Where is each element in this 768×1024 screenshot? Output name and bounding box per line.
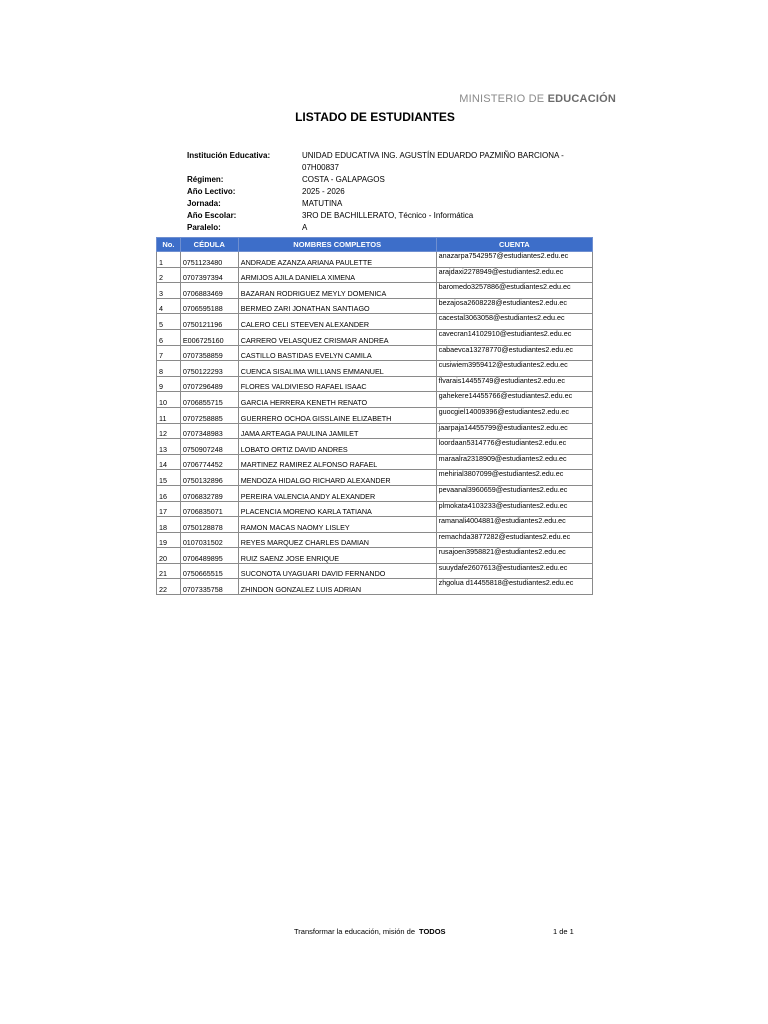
cell-cedula: 0750907248 bbox=[180, 439, 238, 455]
info-label: Institución Educativa: bbox=[187, 151, 271, 160]
cell-name: PLACENCIA MORENO KARLA TATIANA bbox=[238, 501, 436, 517]
table-row bbox=[157, 439, 593, 455]
table-row bbox=[157, 376, 593, 392]
footer-slogan bbox=[294, 927, 446, 936]
cell-no: 1 bbox=[157, 252, 181, 268]
cell-cedula: 0706835071 bbox=[180, 501, 238, 517]
cell-cedula: 0706595188 bbox=[180, 298, 238, 314]
info-value: COSTA - GALAPAGOS bbox=[302, 175, 385, 184]
column-header-cedula: CÉDULA bbox=[180, 238, 238, 252]
cell-account: maraalra2318909@estudiantes2.edu.ec bbox=[436, 454, 592, 470]
cell-name: CARRERO VELASQUEZ CRISMAR ANDREA bbox=[238, 329, 436, 345]
cell-no: 12 bbox=[157, 423, 181, 439]
cell-no: 9 bbox=[157, 376, 181, 392]
table-row bbox=[157, 470, 593, 486]
cell-cedula: 0750132896 bbox=[180, 470, 238, 486]
table-row bbox=[157, 283, 593, 299]
table-row bbox=[157, 485, 593, 501]
cell-name: RAMON MACAS NAOMY LISLEY bbox=[238, 517, 436, 533]
cell-no: 13 bbox=[157, 439, 181, 455]
info-row bbox=[187, 174, 602, 186]
cell-name: JAMA ARTEAGA PAULINA JAMILET bbox=[238, 423, 436, 439]
cell-no: 7 bbox=[157, 345, 181, 361]
page-number: 1 de 1 bbox=[553, 927, 574, 936]
cell-no: 16 bbox=[157, 485, 181, 501]
column-header-names: NOMBRES COMPLETOS bbox=[238, 238, 436, 252]
cell-account: guocgiel14009396@estudiantes2.edu.ec bbox=[436, 407, 592, 423]
cell-name: PEREIRA VALENCIA ANDY ALEXANDER bbox=[238, 485, 436, 501]
info-label: Año Lectivo: bbox=[187, 187, 236, 196]
ministry-label: MINISTERIO DE bbox=[459, 93, 548, 105]
cell-name: GARCIA HERRERA KENETH RENATO bbox=[238, 392, 436, 408]
table-row bbox=[157, 501, 593, 517]
cell-cedula: 0706855715 bbox=[180, 392, 238, 408]
info-row bbox=[187, 198, 602, 210]
cell-name: FLORES VALDIVIESO RAFAEL ISAAC bbox=[238, 376, 436, 392]
cell-no: 19 bbox=[157, 532, 181, 548]
info-value: 3RO DE BACHILLERATO, Técnico - Informática bbox=[302, 211, 474, 220]
cell-cedula: 0706883469 bbox=[180, 283, 238, 299]
table-row bbox=[157, 267, 593, 283]
table-row bbox=[157, 252, 593, 268]
cell-account: ramanali4004881@estudiantes2.edu.ec bbox=[436, 517, 592, 533]
table-header-row bbox=[157, 238, 593, 252]
info-row bbox=[187, 210, 602, 222]
table-row bbox=[157, 392, 593, 408]
cell-account: baromedo3257886@estudiantes2.edu.ec bbox=[436, 283, 592, 299]
cell-account: cavecran14102910@estudiantes2.edu.ec bbox=[436, 329, 592, 345]
cell-account: remachda3877282@estudiantes2.edu.ec bbox=[436, 532, 592, 548]
cell-cedula: 0706489895 bbox=[180, 548, 238, 564]
footer-slogan-strong: TODOS bbox=[419, 927, 446, 936]
cell-cedula: E006725160 bbox=[180, 329, 238, 345]
cell-account: anazarpa7542957@estudiantes2.edu.ec bbox=[436, 252, 592, 268]
info-row bbox=[187, 222, 602, 234]
table-body bbox=[157, 252, 593, 595]
cell-account: flvarais14455749@estudiantes2.edu.ec bbox=[436, 376, 592, 392]
cell-cedula: 0750121196 bbox=[180, 314, 238, 330]
cell-no: 15 bbox=[157, 470, 181, 486]
cell-account: cacestal3063058@estudiantes2.edu.ec bbox=[436, 314, 592, 330]
cell-name: CASTILLO BASTIDAS EVELYN CAMILA bbox=[238, 345, 436, 361]
cell-account: cusiwiem3959412@estudiantes2.edu.ec bbox=[436, 361, 592, 377]
info-value: A bbox=[302, 223, 308, 232]
cell-cedula: 0707296489 bbox=[180, 376, 238, 392]
cell-no: 21 bbox=[157, 563, 181, 579]
cell-name: SUCONOTA UYAGUARI DAVID FERNANDO bbox=[238, 563, 436, 579]
column-header-no: No. bbox=[157, 238, 181, 252]
cell-name: RUIZ SAENZ JOSE ENRIQUE bbox=[238, 548, 436, 564]
table-row bbox=[157, 532, 593, 548]
page-title: LISTADO DE ESTUDIANTES bbox=[295, 110, 455, 124]
table-row bbox=[157, 548, 593, 564]
cell-account: gahekere14455766@estudiantes2.edu.ec bbox=[436, 392, 592, 408]
cell-name: MENDOZA HIDALGO RICHARD ALEXANDER bbox=[238, 470, 436, 486]
cell-cedula: 0707348983 bbox=[180, 423, 238, 439]
institution-info bbox=[187, 150, 602, 234]
cell-account: suuydafe2607613@estudiantes2.edu.ec bbox=[436, 563, 592, 579]
cell-name: BAZARAN RODRIGUEZ MEYLY DOMENICA bbox=[238, 283, 436, 299]
cell-no: 18 bbox=[157, 517, 181, 533]
table-row bbox=[157, 563, 593, 579]
table-row bbox=[157, 361, 593, 377]
cell-no: 14 bbox=[157, 454, 181, 470]
cell-name: ARMIJOS AJILA DANIELA XIMENA bbox=[238, 267, 436, 283]
ministry-label-bold: EDUCACIÓN bbox=[547, 93, 616, 105]
cell-name: GUERRERO OCHOA GISSLAINE ELIZABETH bbox=[238, 407, 436, 423]
cell-name: CALERO CELI STEEVEN ALEXANDER bbox=[238, 314, 436, 330]
cell-cedula: 0706832789 bbox=[180, 485, 238, 501]
cell-name: MARTINEZ RAMIREZ ALFONSO RAFAEL bbox=[238, 454, 436, 470]
cell-no: 8 bbox=[157, 361, 181, 377]
table-row bbox=[157, 579, 593, 595]
cell-no: 3 bbox=[157, 283, 181, 299]
cell-account: mehirial3807099@estudiantes2.edu.ec bbox=[436, 470, 592, 486]
info-row bbox=[187, 150, 602, 174]
students-table bbox=[156, 237, 593, 595]
info-label: Año Escolar: bbox=[187, 211, 237, 220]
cell-cedula: 0707397394 bbox=[180, 267, 238, 283]
cell-cedula: 0707335758 bbox=[180, 579, 238, 595]
table-row bbox=[157, 423, 593, 439]
cell-name: ZHINDON GONZALEZ LUIS ADRIAN bbox=[238, 579, 436, 595]
info-label: Régimen: bbox=[187, 175, 224, 184]
cell-name: ANDRADE AZANZA ARIANA PAULETTE bbox=[238, 252, 436, 268]
cell-cedula: 0751123480 bbox=[180, 252, 238, 268]
cell-account: pevaanal3960659@estudiantes2.edu.ec bbox=[436, 485, 592, 501]
ministry-logo-text bbox=[459, 93, 616, 105]
cell-name: BERMEO ZARI JONATHAN SANTIAGO bbox=[238, 298, 436, 314]
cell-name: LOBATO ORTIZ DAVID ANDRES bbox=[238, 439, 436, 455]
cell-no: 4 bbox=[157, 298, 181, 314]
cell-account: plmokata4103233@estudiantes2.edu.ec bbox=[436, 501, 592, 517]
cell-name: REYES MARQUEZ CHARLES DAMIAN bbox=[238, 532, 436, 548]
cell-cedula: 0707358859 bbox=[180, 345, 238, 361]
cell-no: 2 bbox=[157, 267, 181, 283]
table-row bbox=[157, 329, 593, 345]
cell-account: rusajoen3958821@estudiantes2.edu.ec bbox=[436, 548, 592, 564]
cell-cedula: 0750128878 bbox=[180, 517, 238, 533]
table-row bbox=[157, 407, 593, 423]
cell-cedula: 0706774452 bbox=[180, 454, 238, 470]
cell-cedula: 0750665515 bbox=[180, 563, 238, 579]
table-row bbox=[157, 314, 593, 330]
cell-cedula: 0750122293 bbox=[180, 361, 238, 377]
table-row bbox=[157, 298, 593, 314]
cell-cedula: 0107031502 bbox=[180, 532, 238, 548]
info-label: Jornada: bbox=[187, 199, 221, 208]
table-row bbox=[157, 517, 593, 533]
cell-cedula: 0707258885 bbox=[180, 407, 238, 423]
cell-account: loordaan5314776@estudiantes2.edu.ec bbox=[436, 439, 592, 455]
cell-no: 20 bbox=[157, 548, 181, 564]
cell-no: 22 bbox=[157, 579, 181, 595]
cell-account: cabaevca13278770@estudiantes2.edu.ec bbox=[436, 345, 592, 361]
info-value: UNIDAD EDUCATIVA ING. AGUSTÍN EDUARDO PAZMIÑO BARCIONA - 07H00837 bbox=[302, 151, 564, 172]
table-row bbox=[157, 454, 593, 470]
cell-no: 11 bbox=[157, 407, 181, 423]
cell-no: 10 bbox=[157, 392, 181, 408]
info-label: Paralelo: bbox=[187, 223, 221, 232]
table-row bbox=[157, 345, 593, 361]
info-value: 2025 - 2026 bbox=[302, 187, 345, 196]
cell-account: arajdaxi2278949@estudiantes2.edu.ec bbox=[436, 267, 592, 283]
cell-account: jaarpaja14455799@estudiantes2.edu.ec bbox=[436, 423, 592, 439]
cell-account: bezajosa2608228@estudiantes2.edu.ec bbox=[436, 298, 592, 314]
cell-name: CUENCA SISALIMA WILLIANS EMMANUEL bbox=[238, 361, 436, 377]
column-header-account: CUENTA bbox=[436, 238, 592, 252]
info-row bbox=[187, 186, 602, 198]
cell-no: 17 bbox=[157, 501, 181, 517]
footer-slogan-text: Transformar la educación, misión de bbox=[294, 927, 416, 936]
cell-account: zhgolua d14455818@estudiantes2.edu.ec bbox=[436, 579, 592, 595]
cell-no: 6 bbox=[157, 329, 181, 345]
info-value: MATUTINA bbox=[302, 199, 343, 208]
cell-no: 5 bbox=[157, 314, 181, 330]
